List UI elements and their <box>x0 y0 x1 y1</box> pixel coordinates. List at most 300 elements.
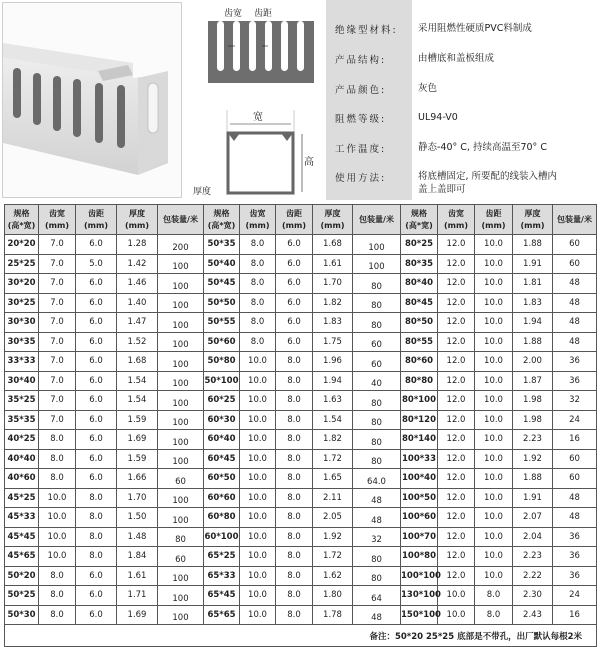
table-cell: 1.40 <box>117 293 158 313</box>
table-cell: 1.54 <box>313 410 353 430</box>
table-cell: 24 <box>553 410 597 430</box>
table-cell: 2.23 <box>513 430 553 450</box>
info-label: 产品颜色: <box>335 85 387 96</box>
info-value: 采用阻燃性硬质PVC料制成 <box>418 23 532 34</box>
table-cell: 2.22 <box>513 566 553 586</box>
table-cell: 100 <box>158 605 204 625</box>
table-cell: 10.0 <box>240 371 276 391</box>
table-cell: 60 <box>553 254 597 274</box>
table-cell: 80 <box>353 430 401 450</box>
table-cell: 1.59 <box>117 449 158 469</box>
table-cell: 12.0 <box>438 430 475 450</box>
table-cell: 1.87 <box>513 371 553 391</box>
table-cell: 7.0 <box>39 274 76 294</box>
table-cell: 6.0 <box>76 605 117 625</box>
table-cell: 12.0 <box>438 449 475 469</box>
table-row <box>5 254 597 274</box>
table-row <box>5 391 597 411</box>
table-cell: 1.82 <box>313 293 353 313</box>
table-cell: 10.0 <box>240 488 276 508</box>
table-cell: 100 <box>158 586 204 606</box>
spec-table-header <box>5 205 597 235</box>
table-cell: 1.98 <box>513 410 553 430</box>
size-cell: 80*60 <box>401 352 438 372</box>
table-cell: 2.00 <box>513 352 553 372</box>
size-cell: 100*50 <box>401 488 438 508</box>
size-cell: 50*50 <box>204 293 240 313</box>
size-cell: 50*80 <box>204 352 240 372</box>
size-cell: 35*35 <box>5 410 39 430</box>
table-cell: 60 <box>158 469 204 489</box>
table-cell: 100 <box>158 293 204 313</box>
table-cell: 1.28 <box>117 235 158 255</box>
table-cell: 36 <box>553 547 597 567</box>
table-cell: 7.0 <box>39 352 76 372</box>
table-cell: 10.0 <box>240 508 276 528</box>
table-cell: 10.0 <box>39 547 76 567</box>
size-cell: 50*45 <box>204 274 240 294</box>
wire-duct-photo-icon <box>3 3 182 198</box>
size-cell: 60*100 <box>204 527 240 547</box>
size-cell: 60*40 <box>204 430 240 450</box>
table-cell: 6.0 <box>276 313 313 333</box>
table-cell: 48 <box>553 488 597 508</box>
size-cell: 33*33 <box>5 352 39 372</box>
size-cell: 100*40 <box>401 469 438 489</box>
info-value: 静态-40° C, 持续高温至70° C <box>418 142 547 153</box>
table-cell: 8.0 <box>276 488 313 508</box>
table-cell: 10.0 <box>240 352 276 372</box>
table-cell: 100 <box>158 449 204 469</box>
product-header <box>0 0 600 200</box>
table-cell: 1.72 <box>313 449 353 469</box>
table-row <box>5 274 597 294</box>
size-cell: 80*25 <box>401 235 438 255</box>
size-cell: 45*65 <box>5 547 39 567</box>
product-photo <box>2 2 182 198</box>
table-cell: 6.0 <box>76 332 117 352</box>
table-cell: 40 <box>353 371 401 391</box>
table-cell: 8.0 <box>39 566 76 586</box>
table-cell: 10.0 <box>240 449 276 469</box>
column-header: 包装量/米 <box>158 205 204 235</box>
table-cell: 6.0 <box>76 352 117 372</box>
size-cell: 80*55 <box>401 332 438 352</box>
size-cell: 65*65 <box>204 605 240 625</box>
thickness-label: 厚度 <box>193 187 212 197</box>
info-label: 阻燃等级: <box>335 114 387 125</box>
table-cell: 8.0 <box>39 586 76 606</box>
table-cell: 12.0 <box>438 235 475 255</box>
table-cell: 8.0 <box>276 547 313 567</box>
table-cell: 10.0 <box>475 313 513 333</box>
table-cell: 1.75 <box>313 332 353 352</box>
table-cell: 100 <box>158 332 204 352</box>
size-cell: 80*120 <box>401 410 438 430</box>
table-cell: 48 <box>553 313 597 333</box>
table-row <box>5 508 597 528</box>
table-cell: 32 <box>353 527 401 547</box>
column-header: 规格 (高*宽) <box>401 205 438 235</box>
table-cell: 1.91 <box>513 254 553 274</box>
table-cell: 6.0 <box>276 332 313 352</box>
table-cell: 1.42 <box>117 254 158 274</box>
table-cell: 8.0 <box>276 586 313 606</box>
table-cell: 60 <box>553 235 597 255</box>
table-cell: 12.0 <box>438 254 475 274</box>
table-cell: 7.0 <box>39 235 76 255</box>
table-cell: 100 <box>158 410 204 430</box>
table-cell: 7.0 <box>39 313 76 333</box>
table-cell: 10.0 <box>475 391 513 411</box>
table-cell: 8.0 <box>39 430 76 450</box>
table-cell: 100 <box>158 274 204 294</box>
size-cell: 65*33 <box>204 566 240 586</box>
size-cell: 60*80 <box>204 508 240 528</box>
size-cell: 50*25 <box>5 586 39 606</box>
dimension-diagram <box>190 0 320 200</box>
table-row <box>5 586 597 606</box>
table-cell: 48 <box>553 332 597 352</box>
table-cell: 100 <box>353 254 401 274</box>
tooth-pitch-label: 齿距 <box>254 9 273 19</box>
table-cell: 12.0 <box>438 488 475 508</box>
table-cell: 64 <box>353 586 401 606</box>
table-row <box>5 332 597 352</box>
column-header: 厚度 (mm) <box>117 205 158 235</box>
table-cell: 1.70 <box>313 274 353 294</box>
table-cell: 10.0 <box>240 547 276 567</box>
table-cell: 10.0 <box>475 469 513 489</box>
table-cell: 8.0 <box>240 274 276 294</box>
table-cell: 8.0 <box>276 449 313 469</box>
info-label: 工作温度: <box>335 144 387 155</box>
size-cell: 25*25 <box>5 254 39 274</box>
table-cell: 1.68 <box>313 235 353 255</box>
table-cell: 7.0 <box>39 293 76 313</box>
table-cell: 10.0 <box>475 274 513 294</box>
table-cell: 100 <box>158 254 204 274</box>
table-row <box>5 293 597 313</box>
table-cell: 1.48 <box>117 527 158 547</box>
table-cell: 100 <box>158 391 204 411</box>
table-row <box>5 527 597 547</box>
size-cell: 30*25 <box>5 293 39 313</box>
size-cell: 80*45 <box>401 293 438 313</box>
table-cell: 8.0 <box>76 508 117 528</box>
size-cell: 80*80 <box>401 371 438 391</box>
table-cell: 6.0 <box>76 469 117 489</box>
size-cell: 130*100 <box>401 586 438 606</box>
table-cell: 80 <box>353 391 401 411</box>
size-cell: 30*35 <box>5 332 39 352</box>
table-cell: 1.68 <box>117 352 158 372</box>
table-cell: 6.0 <box>76 274 117 294</box>
table-cell: 8.0 <box>276 371 313 391</box>
width-label: 宽 <box>253 112 263 123</box>
table-cell: 1.46 <box>117 274 158 294</box>
size-cell: 80*35 <box>401 254 438 274</box>
table-cell: 60 <box>553 449 597 469</box>
info-value: UL94-V0 <box>418 112 458 123</box>
table-cell: 1.88 <box>513 469 553 489</box>
table-cell: 60 <box>553 469 597 489</box>
table-cell: 6.0 <box>76 235 117 255</box>
size-cell: 40*60 <box>5 469 39 489</box>
table-cell: 10.0 <box>475 488 513 508</box>
table-cell: 10.0 <box>39 508 76 528</box>
info-label: 绝缘型材料: <box>335 25 398 36</box>
table-cell: 12.0 <box>438 527 475 547</box>
column-header: 包装量/米 <box>353 205 401 235</box>
table-cell: 80 <box>353 449 401 469</box>
table-cell: 10.0 <box>475 293 513 313</box>
column-header: 规格 (高*宽) <box>5 205 39 235</box>
table-cell: 8.0 <box>240 313 276 333</box>
table-cell: 10.0 <box>240 430 276 450</box>
table-cell: 8.0 <box>276 391 313 411</box>
table-cell: 8.0 <box>76 547 117 567</box>
size-cell: 40*40 <box>5 449 39 469</box>
size-cell: 60*60 <box>204 488 240 508</box>
table-row <box>5 371 597 391</box>
table-cell: 200 <box>158 235 204 255</box>
info-value: 由槽底和盖板组成 <box>418 53 495 64</box>
table-cell: 12.0 <box>438 274 475 294</box>
table-cell: 1.98 <box>513 391 553 411</box>
spec-table <box>4 204 597 647</box>
table-cell: 6.0 <box>76 410 117 430</box>
table-cell: 10.0 <box>240 566 276 586</box>
table-cell: 1.61 <box>117 566 158 586</box>
table-cell: 12.0 <box>438 293 475 313</box>
table-cell: 6.0 <box>276 235 313 255</box>
table-cell: 48 <box>353 488 401 508</box>
table-cell: 1.66 <box>117 469 158 489</box>
table-cell: 8.0 <box>475 586 513 606</box>
table-cell: 8.0 <box>39 449 76 469</box>
table-cell: 1.62 <box>313 566 353 586</box>
table-cell: 1.69 <box>117 605 158 625</box>
size-cell: 65*45 <box>204 586 240 606</box>
table-cell: 10.0 <box>438 586 475 606</box>
table-cell: 1.47 <box>117 313 158 333</box>
size-cell: 50*20 <box>5 566 39 586</box>
table-cell: 2.07 <box>513 508 553 528</box>
table-cell: 2.43 <box>513 605 553 625</box>
table-cell: 10.0 <box>475 235 513 255</box>
table-cell: 6.0 <box>76 449 117 469</box>
table-cell: 80 <box>353 293 401 313</box>
product-info-panel <box>326 0 600 200</box>
table-cell: 36 <box>553 371 597 391</box>
table-cell: 8.0 <box>240 254 276 274</box>
table-cell: 48 <box>353 508 401 528</box>
table-cell: 100 <box>158 430 204 450</box>
table-cell: 12.0 <box>438 547 475 567</box>
table-cell: 10.0 <box>39 527 76 547</box>
table-cell: 100 <box>158 488 204 508</box>
table-cell: 8.0 <box>276 469 313 489</box>
table-cell: 1.54 <box>117 371 158 391</box>
table-cell: 16 <box>553 430 597 450</box>
size-cell: 40*25 <box>5 430 39 450</box>
size-cell: 100*80 <box>401 547 438 567</box>
column-header: 厚度 (mm) <box>513 205 553 235</box>
table-cell: 10.0 <box>475 508 513 528</box>
size-cell: 60*45 <box>204 449 240 469</box>
table-cell: 2.23 <box>513 547 553 567</box>
table-cell: 6.0 <box>76 293 117 313</box>
table-cell: 48 <box>353 605 401 625</box>
size-cell: 20*20 <box>5 235 39 255</box>
table-cell: 80 <box>353 410 401 430</box>
table-cell: 1.65 <box>313 469 353 489</box>
table-cell: 10.0 <box>475 566 513 586</box>
table-cell: 1.52 <box>117 332 158 352</box>
table-row <box>5 235 597 255</box>
table-cell: 100 <box>158 508 204 528</box>
size-cell: 80*40 <box>401 274 438 294</box>
table-cell: 10.0 <box>475 332 513 352</box>
table-cell: 10.0 <box>240 410 276 430</box>
table-cell: 12.0 <box>438 371 475 391</box>
table-cell: 1.88 <box>513 332 553 352</box>
table-cell: 16 <box>553 605 597 625</box>
table-cell: 8.0 <box>276 352 313 372</box>
table-cell: 10.0 <box>475 410 513 430</box>
table-row <box>5 566 597 586</box>
column-header: 齿距 (mm) <box>276 205 313 235</box>
table-cell: 8.0 <box>240 293 276 313</box>
table-cell: 12.0 <box>438 313 475 333</box>
table-cell: 64.0 <box>353 469 401 489</box>
duct-profile-diagram-icon <box>190 0 320 200</box>
table-cell: 24 <box>553 586 597 606</box>
size-cell: 150*100 <box>401 605 438 625</box>
size-cell: 50*35 <box>204 235 240 255</box>
table-row <box>5 605 597 625</box>
table-cell: 6.0 <box>76 586 117 606</box>
table-cell: 10.0 <box>475 547 513 567</box>
table-cell: 1.61 <box>313 254 353 274</box>
info-value: 灰色 <box>418 83 438 94</box>
table-cell: 100 <box>158 371 204 391</box>
table-cell: 10.0 <box>475 254 513 274</box>
table-cell: 8.0 <box>276 605 313 625</box>
table-cell: 1.84 <box>117 547 158 567</box>
table-cell: 48 <box>553 293 597 313</box>
table-cell: 6.0 <box>76 313 117 333</box>
table-cell: 48 <box>553 508 597 528</box>
size-cell: 50*55 <box>204 313 240 333</box>
table-cell: 1.88 <box>513 235 553 255</box>
table-cell: 10.0 <box>475 371 513 391</box>
table-cell: 8.0 <box>276 508 313 528</box>
table-cell: 1.83 <box>313 313 353 333</box>
size-cell: 45*45 <box>5 527 39 547</box>
table-cell: 2.05 <box>313 508 353 528</box>
table-cell: 10.0 <box>475 449 513 469</box>
size-cell: 100*100 <box>401 566 438 586</box>
table-cell: 1.94 <box>513 313 553 333</box>
table-cell: 36 <box>553 566 597 586</box>
table-cell: 1.71 <box>117 586 158 606</box>
table-cell: 8.0 <box>39 605 76 625</box>
size-cell: 35*25 <box>5 391 39 411</box>
table-cell: 12.0 <box>438 566 475 586</box>
table-cell: 10.0 <box>475 527 513 547</box>
table-cell: 7.0 <box>39 391 76 411</box>
table-cell: 60 <box>353 332 401 352</box>
table-cell: 80 <box>353 566 401 586</box>
table-cell: 8.0 <box>76 488 117 508</box>
table-cell: 8.0 <box>76 527 117 547</box>
table-cell: 7.0 <box>39 254 76 274</box>
table-cell: 10.0 <box>240 469 276 489</box>
height-label: 高 <box>304 157 314 168</box>
info-label: 产品结构: <box>335 55 387 66</box>
table-cell: 2.11 <box>313 488 353 508</box>
table-cell: 10.0 <box>240 527 276 547</box>
table-cell: 8.0 <box>276 410 313 430</box>
table-cell: 1.83 <box>513 293 553 313</box>
table-cell: 10.0 <box>475 430 513 450</box>
table-cell: 100 <box>158 566 204 586</box>
table-cell: 2.30 <box>513 586 553 606</box>
info-label: 使用方法: <box>335 173 387 184</box>
table-cell: 7.0 <box>39 332 76 352</box>
table-cell: 100 <box>353 235 401 255</box>
table-row <box>5 449 597 469</box>
table-cell: 10.0 <box>475 352 513 372</box>
size-cell: 65*25 <box>204 547 240 567</box>
table-cell: 7.0 <box>39 410 76 430</box>
table-row <box>5 469 597 489</box>
table-cell: 1.92 <box>313 527 353 547</box>
column-header: 齿宽 (mm) <box>240 205 276 235</box>
size-cell: 30*30 <box>5 313 39 333</box>
size-cell: 50*30 <box>5 605 39 625</box>
table-row <box>5 313 597 333</box>
size-cell: 60*50 <box>204 469 240 489</box>
column-header: 包装量/米 <box>553 205 597 235</box>
table-cell: 12.0 <box>438 352 475 372</box>
table-cell: 5.0 <box>76 254 117 274</box>
table-cell: 1.96 <box>313 352 353 372</box>
column-header: 规格 (高*宽) <box>204 205 240 235</box>
table-cell: 12.0 <box>438 410 475 430</box>
table-cell: 8.0 <box>276 566 313 586</box>
table-cell: 1.69 <box>117 430 158 450</box>
size-cell: 80*100 <box>401 391 438 411</box>
table-cell: 12.0 <box>438 508 475 528</box>
size-cell: 45*33 <box>5 508 39 528</box>
table-cell: 8.0 <box>276 430 313 450</box>
table-cell: 10.0 <box>240 605 276 625</box>
table-cell: 1.81 <box>513 274 553 294</box>
info-value: 将底槽固定, 所要配的线装入槽内 盖上盖即可 <box>418 171 558 195</box>
spec-table-note-row <box>5 625 597 647</box>
table-row <box>5 430 597 450</box>
table-cell: 1.92 <box>513 449 553 469</box>
table-cell: 1.54 <box>117 391 158 411</box>
table-cell: 6.0 <box>76 391 117 411</box>
table-cell: 80 <box>353 547 401 567</box>
table-row <box>5 352 597 372</box>
table-cell: 10.0 <box>240 586 276 606</box>
table-cell: 8.0 <box>39 469 76 489</box>
